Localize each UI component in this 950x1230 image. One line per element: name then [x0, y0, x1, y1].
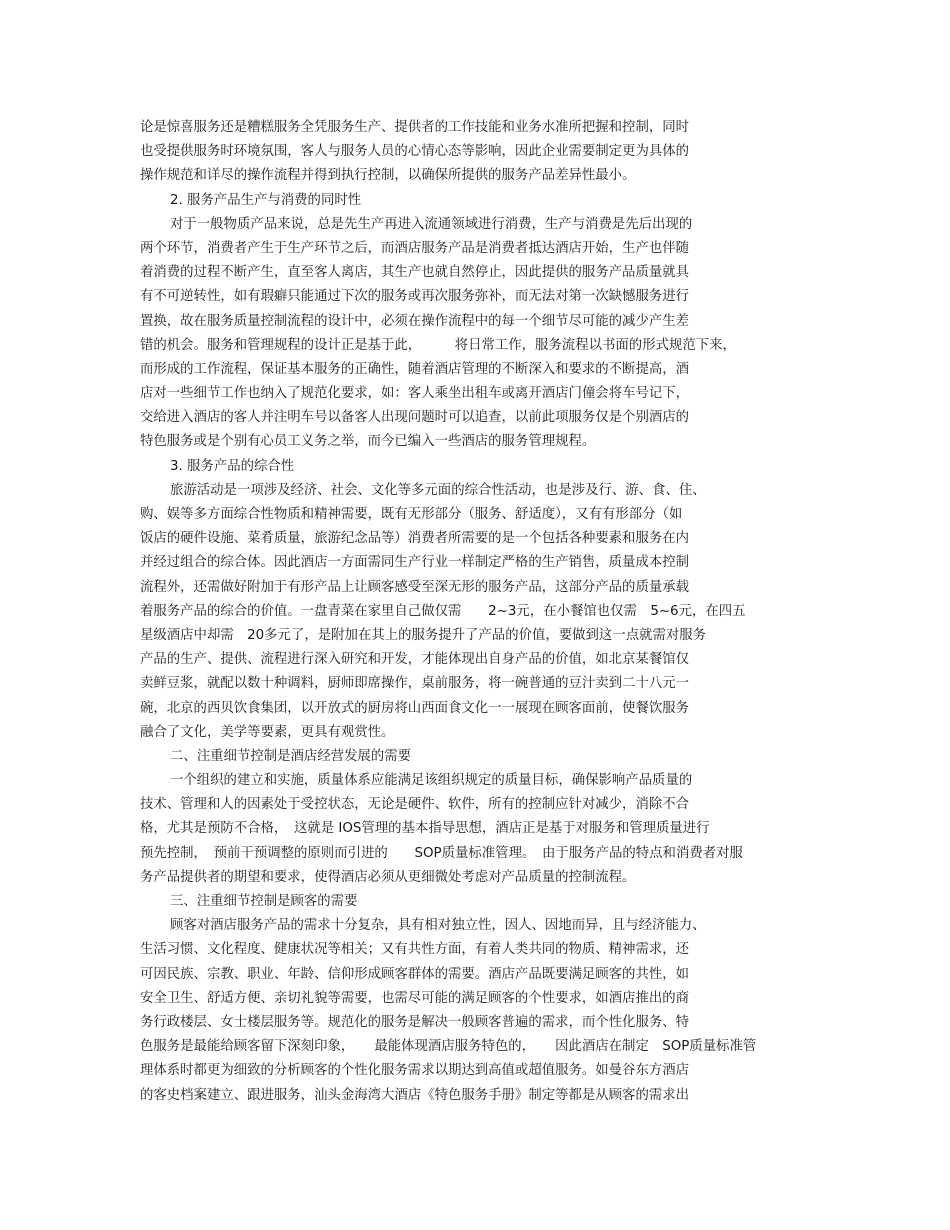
text-line: 对于一般物质产品来说，总是先生产再进入流通领域进行消费，生产与消费是先后出现的 [170, 216, 693, 232]
text-line: 并经过组合的综合体。因此酒店一方面需同生产行业一样制定严格的生产销售，质量成本控制 [140, 555, 690, 571]
text-line: 卖鲜豆浆，就配以数十种调料，厨师即席操作，桌前服务，将一碗普通的豆汁卖到二十八元一 [140, 676, 690, 692]
text-line: 三、注重细节控制是顾客的需要 [170, 894, 358, 909]
text-line: 技术、管理和人的因素处于受控状态，无论是硬件、软件，所有的控制应针对减少，消除不合 [140, 797, 690, 813]
text-line: 有不可逆转性，如有瑕癖只能通过下次的服务或再次服务弥补，而无法对第一次缺憾服务进行 [140, 289, 690, 305]
text-line: 旅游活动是一项涉及经济、社会、文化等多元面的综合性活动，也是涉及行、游、食、住、 [170, 482, 706, 498]
text-line: 色服务是最能给顾客留下深刻印象， 最能体现酒店服务特色的， 因此酒店在制定 SOP质量标准管 [140, 1039, 757, 1055]
text-line: 着服务产品的综合的价值。一盘青菜在家里自己做仅需 2~3元，在小餐馆也仅需 5~6元，在四五 [140, 603, 746, 619]
text-line: 顾客对酒店服务产品的需求十分复杂，具有相对独立性，因人、因地而异，且与经济能力、 [170, 918, 706, 934]
text-line: 星级酒店中却需 20多元了，是附加在其上的服务提升了产品的价值，要做到这一点就需对服务 [140, 627, 707, 643]
text-line: 融合了文化，美学等要素，更具有观赏性。 [140, 724, 395, 740]
text-line: 预先控制， 预前干预调整的原则而引进的 SOP质量标准管理。 由于服务产品的特点和消费者对服 [140, 845, 743, 861]
text-line: 理体系时都更为细致的分析顾客的个性化服务需求以期达到高值或超值服务。如曼谷东方酒店 [140, 1063, 690, 1079]
text-line: 错的机会。服务和管理规程的设计正是基于此， 将日常工作，服务流程以书面的形式规范下来， [140, 337, 736, 353]
text-line: 生活习惯、文化程度、健康状况等相关；又有共性方面，有着人类共同的物质、精神需求，还 [140, 942, 690, 958]
text-line: 置换，故在服务质量控制流程的设计中，必须在操作流程中的每一个细节尽可能的减少产生差 [140, 313, 690, 329]
text-line: 流程外，还需做好附加于有形产品上让顾客感受至深无形的服务产品，这部分产品的质量承载 [140, 579, 690, 595]
text-line: 安全卫生、舒适方便、亲切礼貌等需要，也需尽可能的满足顾客的个性要求，如酒店推出的商 [140, 990, 690, 1006]
text-line: 一个组织的建立和实施，质量体系应能满足该组织规定的质量目标，确保影响产品质量的 [170, 773, 693, 789]
text-line: 2. 服务产品生产与消费的同时性 [170, 192, 362, 208]
text-line: 操作规范和详尽的操作流程并得到执行控制，以确保所提供的服务产品差异性最小。 [140, 168, 636, 184]
text-line: 着消费的过程不断产生，直至客人离店，其生产也就自然停止，因此提供的服务产品质量就具 [140, 265, 690, 281]
text-line: 店对一些细节工作也纳入了规范化要求，如：客人乘坐出租车或离开酒店门僮会将车号记下， [140, 386, 690, 402]
text-line: 而形成的工作流程，保证基本服务的正确性，随着酒店管理的不断深入和要求的不断提高，酒 [140, 361, 690, 377]
text-line: 交给进入酒店的客人并注明车号以备客人出现问题时可以追查，以前此项服务仅是个别酒店的 [140, 410, 690, 426]
text-line: 购、娱等多方面综合性物质和精神需要，既有无形部分（服务、舒适度），又有有形部分（如 [140, 507, 683, 522]
text-line: 务产品提供者的期望和要求，使得酒店必须从更细微处考虑对产品质量的控制流程。 [140, 869, 636, 885]
text-line: 两个环节，消费者产生于生产环节之后，而酒店服务产品是消费者抵达酒店开始，生产也伴随 [140, 240, 690, 256]
text-line: 格，尤其是预防不合格， 这就是 IOS管理的基本指导思想，酒店正是基于对服务和管理质量进行 [140, 821, 710, 837]
text-line: 也受提供服务时环境氛围，客人与服务人员的心情心态等影响，因此企业需要制定更为具体的 [140, 144, 690, 160]
text-line: 论是惊喜服务还是糟糕服务全凭服务生产、提供者的工作技能和业务水准所把握和控制，同时 [140, 120, 690, 135]
text-line: 特色服务或是个别有心员工义务之举，而今已编入一些酒店的服务管理规程。 [140, 434, 596, 450]
text-line: 3. 服务产品的综合性 [170, 458, 295, 474]
text-line: 饭店的硬件设施、菜肴质量，旅游纪念品等）消费者所需要的是一个包括各种要素和服务在内 [140, 531, 690, 547]
document-body [140, 116, 820, 1108]
text-line: 碗，北京的西贝饮食集团，以开放式的厨房将山西面食文化一一展现在顾客面前，使餐饮服务 [140, 700, 690, 716]
text-line: 二、注重细节控制是酒店经营发展的需要 [170, 748, 412, 764]
text-line: 产品的生产、提供、流程进行深入研究和开发，才能体现出自身产品的价值，如北京某餐馆仅 [140, 652, 690, 668]
text-line: 的客史档案建立、跟进服务，汕头金海湾大酒店《特色服务手册》制定等都是从顾客的需求出 [140, 1087, 690, 1103]
text-line: 可因民族、宗教、职业、年龄、信仰形成顾客群体的需要。酒店产品既要满足顾客的共性，如 [140, 966, 690, 982]
text-line: 务行政楼层、女士楼层服务等。规范化的服务是解决一般顾客普遍的需求，而个性化服务、特 [140, 1014, 690, 1030]
